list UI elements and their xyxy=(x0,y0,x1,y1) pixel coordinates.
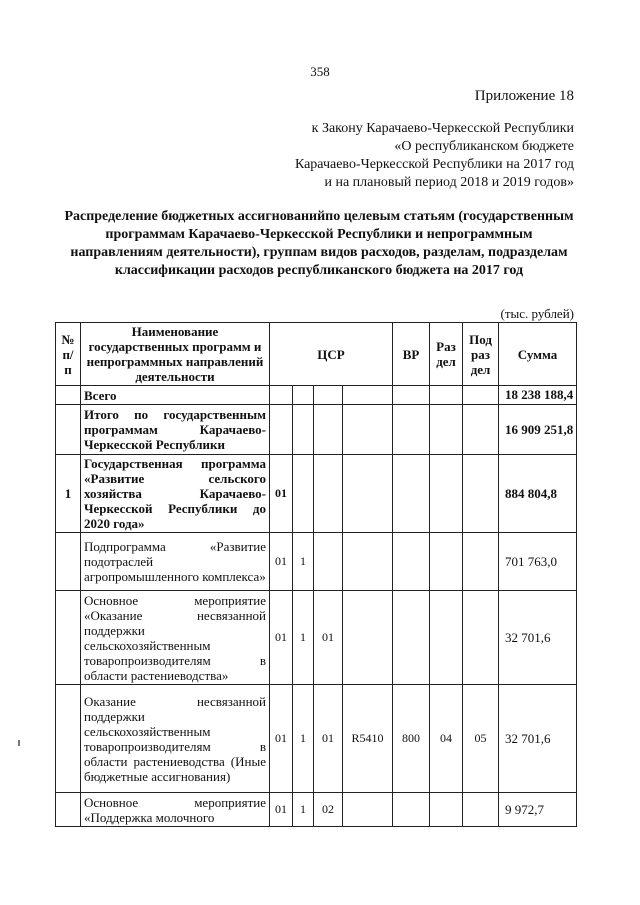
vr-code xyxy=(393,386,430,405)
csr-activity-code xyxy=(314,405,343,455)
csr-direction-code xyxy=(343,455,393,533)
podrazdel-code xyxy=(463,533,499,591)
vr-code xyxy=(393,793,430,827)
law-reference-line: Карачаево-Черкесской Республики на 2017 год xyxy=(294,157,574,172)
document-title: Распределение бюджетных ассигнованийпо целевым статьям (государственным программам Карачаево-Черкесской Республики и непрограммным направлениям деятельности), группам видов расходов, разделам, подразделам классификации расходов республиканского бюджета на 2017 год xyxy=(64,209,574,278)
row-sum: 32 701,6 xyxy=(499,685,577,793)
razdel-code xyxy=(430,533,463,591)
table-header-row xyxy=(56,323,577,386)
csr-subprogram-code xyxy=(293,455,314,533)
row-sum: 701 763,0 xyxy=(499,533,577,591)
row-name: Итого по государственным программам Карачаево-Черкесской Республики xyxy=(81,405,270,455)
csr-program-code: 01 xyxy=(270,685,293,793)
table-row xyxy=(56,386,577,405)
table-row xyxy=(56,793,577,827)
csr-activity-code xyxy=(314,455,343,533)
podrazdel-code xyxy=(463,386,499,405)
csr-subprogram-code xyxy=(293,386,314,405)
csr-activity-code xyxy=(314,533,343,591)
header-csr: ЦСР xyxy=(270,323,393,386)
table-body xyxy=(56,386,577,827)
row-name: Подпрограмма «Развитие подотраслей агропромышленного комплекса» xyxy=(81,533,270,591)
csr-subprogram-code xyxy=(293,405,314,455)
csr-direction-code xyxy=(343,386,393,405)
header-sum: Сумма xyxy=(499,323,577,386)
razdel-code: 04 xyxy=(430,685,463,793)
row-number xyxy=(56,405,81,455)
razdel-code xyxy=(430,386,463,405)
header-vr: ВР xyxy=(393,323,430,386)
row-name: Всего xyxy=(81,386,270,405)
row-number xyxy=(56,591,81,685)
razdel-code xyxy=(430,405,463,455)
csr-program-code: 01 xyxy=(270,533,293,591)
units-label: (тыс. рублей) xyxy=(500,306,574,321)
csr-program-code: 01 xyxy=(270,455,293,533)
law-reference-line: и на плановый период 2018 и 2019 годов» xyxy=(324,175,574,190)
page-number: 358 xyxy=(310,64,330,79)
vr-code xyxy=(393,533,430,591)
podrazdel-code xyxy=(463,793,499,827)
table-row xyxy=(56,685,577,793)
csr-program-code: 01 xyxy=(270,591,293,685)
csr-activity-code: 01 xyxy=(314,685,343,793)
podrazdel-code xyxy=(463,455,499,533)
appendix-label: Приложение 18 xyxy=(474,88,574,104)
row-sum: 9 972,7 xyxy=(499,793,577,827)
razdel-code xyxy=(430,455,463,533)
razdel-code xyxy=(430,591,463,685)
row-name: Государственная программа «Развитие сельского хозяйства Карачаево-Черкесской Республики до 2020 года» xyxy=(81,455,270,533)
podrazdel-code xyxy=(463,591,499,685)
law-reference-line: к Закону Карачаево-Черкесской Республики xyxy=(311,121,574,136)
vr-code: 800 xyxy=(393,685,430,793)
row-name: Основное мероприятие «Оказание несвязанной поддержки сельскохозяйственным товаропроизводителям в области растениеводства» xyxy=(81,591,270,685)
header-number: № п/ п xyxy=(56,323,81,386)
csr-subprogram-code: 1 xyxy=(293,793,314,827)
csr-program-code xyxy=(270,386,293,405)
csr-subprogram-code: 1 xyxy=(293,685,314,793)
csr-direction-code xyxy=(343,405,393,455)
razdel-code xyxy=(430,793,463,827)
csr-direction-code: R5410 xyxy=(343,685,393,793)
row-name: Оказание несвязанной поддержки сельскохозяйственным товаропроизводителям в области растениеводства (Иные бюджетные ассигнования) xyxy=(81,685,270,793)
row-number: 1 xyxy=(56,455,81,533)
csr-direction-code xyxy=(343,591,393,685)
law-reference xyxy=(295,120,574,192)
csr-direction-code xyxy=(343,533,393,591)
row-sum: 32 701,6 xyxy=(499,591,577,685)
csr-activity-code xyxy=(314,386,343,405)
row-number xyxy=(56,386,81,405)
header-name: Наименование государственных программ и непрограммных направлений деятельности xyxy=(81,323,270,386)
row-number xyxy=(56,533,81,591)
row-name: Основное мероприятие «Поддержка молочного xyxy=(81,793,270,827)
csr-subprogram-code: 1 xyxy=(293,591,314,685)
csr-activity-code: 01 xyxy=(314,591,343,685)
row-number xyxy=(56,685,81,793)
podrazdel-code xyxy=(463,405,499,455)
csr-program-code xyxy=(270,405,293,455)
vr-code xyxy=(393,591,430,685)
csr-program-code: 01 xyxy=(270,793,293,827)
vr-code xyxy=(393,455,430,533)
podrazdel-code: 05 xyxy=(463,685,499,793)
table-row xyxy=(56,533,577,591)
row-sum: 18 238 188,4 xyxy=(499,386,577,405)
csr-direction-code xyxy=(343,793,393,827)
table-row xyxy=(56,455,577,533)
budget-table xyxy=(55,322,577,827)
vr-code xyxy=(393,405,430,455)
row-sum: 16 909 251,8 xyxy=(499,405,577,455)
header-razdel: Раз дел xyxy=(430,323,463,386)
csr-subprogram-code: 1 xyxy=(293,533,314,591)
header-podrazdel: Под раз дел xyxy=(463,323,499,386)
csr-activity-code: 02 xyxy=(314,793,343,827)
row-sum: 884 804,8 xyxy=(499,455,577,533)
law-reference-line: «О республиканском бюджете xyxy=(394,139,574,154)
table-row xyxy=(56,591,577,685)
row-number xyxy=(56,793,81,827)
scan-artifact xyxy=(18,740,20,746)
table-row xyxy=(56,405,577,455)
